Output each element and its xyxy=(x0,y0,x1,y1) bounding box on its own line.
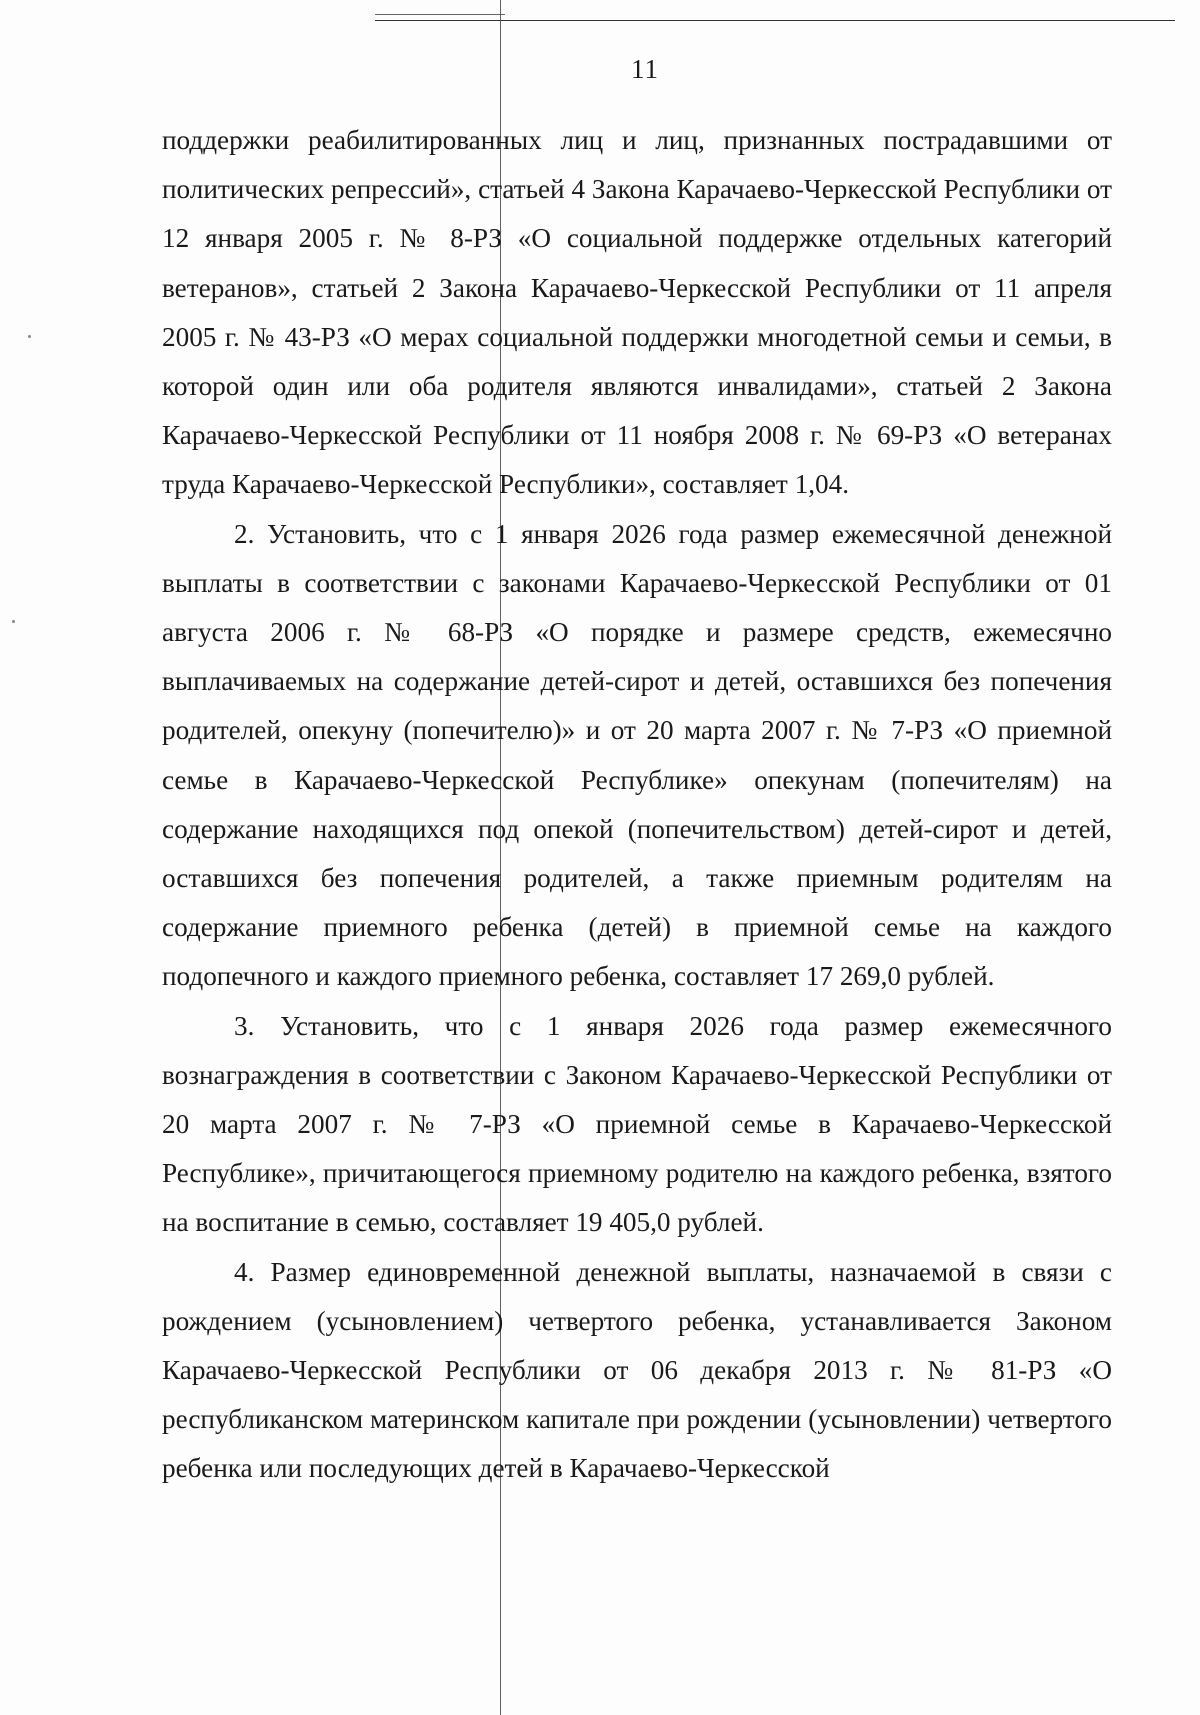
document-body xyxy=(162,116,1112,1494)
scan-artifact-rule xyxy=(375,20,1175,21)
paragraph-continuation: поддержки реабилитированных лиц и лиц, признанных пострадавшими от политических репрессий», статьей 4 Закона Карачаево-Черкесской Республики от 12 января 2005 г. № 8-РЗ «О социальной поддержке отдельных категорий ветеранов», статьей 2 Закона Карачаево-Черкесской Республики от 11 апреля 2005 г. № 43-РЗ «О мерах социальной поддержки многодетной семьи и семьи, в которой один или оба родителя являются инвалидами», статьей 2 Закона Карачаево-Черкесской Республики от 11 ноября 2008 г. № 69-РЗ «О ветеранах труда Карачаево-Черкесской Республики», составляет 1,04. xyxy=(162,125,1112,500)
scan-artifact-rule-short xyxy=(375,14,505,15)
paragraph-item-4: 4. Размер единовременной денежной выплаты, назначаемой в связи с рождением (усыновлением) четвертого ребенка, устанавливается Законом Карачаево-Черкесской Республики от 06 декабря 2013 г. № 81-РЗ «О республиканском материнском капитале при рождении (усыновлении) четвертого ребенка или последующих детей в Карачаево-Черкесской xyxy=(162,1256,1112,1484)
paragraph-item-3: 3. Установить, что с 1 января 2026 года размер ежемесячного вознаграждения в соответствии с Законом Карачаево-Черкесской Республики от 20 марта 2007 г. № 7-РЗ «О приемной семье в Карачаево-Черкесской Республике», причитающегося приемному родителю на каждого ребенка, взятого на воспитание в семью, составляет 19 405,0 рублей. xyxy=(162,1010,1112,1238)
scan-speck xyxy=(12,620,15,623)
paragraph-item-2: 2. Установить, что с 1 января 2026 года размер ежемесячной денежной выплаты в соответствии с законами Карачаево-Черкесской Республики от 01 августа 2006 г. № 68-РЗ «О порядке и размере средств, ежемесячно выплачиваемых на содержание детей-сирот и детей, оставшихся без попечения родителей, опекуну (попечителю)» и от 20 марта 2007 г. № 7-РЗ «О приемной семье в Карачаево-Черкесской Республике» опекунам (попечителям) на содержание находящихся под опекой (попечительством) детей-сирот и детей, оставшихся без попечения родителей, а также приемным родителям на содержание приемного ребенка (детей) в приемной семье на каждого подопечного и каждого приемного ребенка, составляет 17 269,0 рублей. xyxy=(162,518,1112,992)
scan-speck xyxy=(28,335,31,338)
page-number: 11 xyxy=(631,54,659,84)
